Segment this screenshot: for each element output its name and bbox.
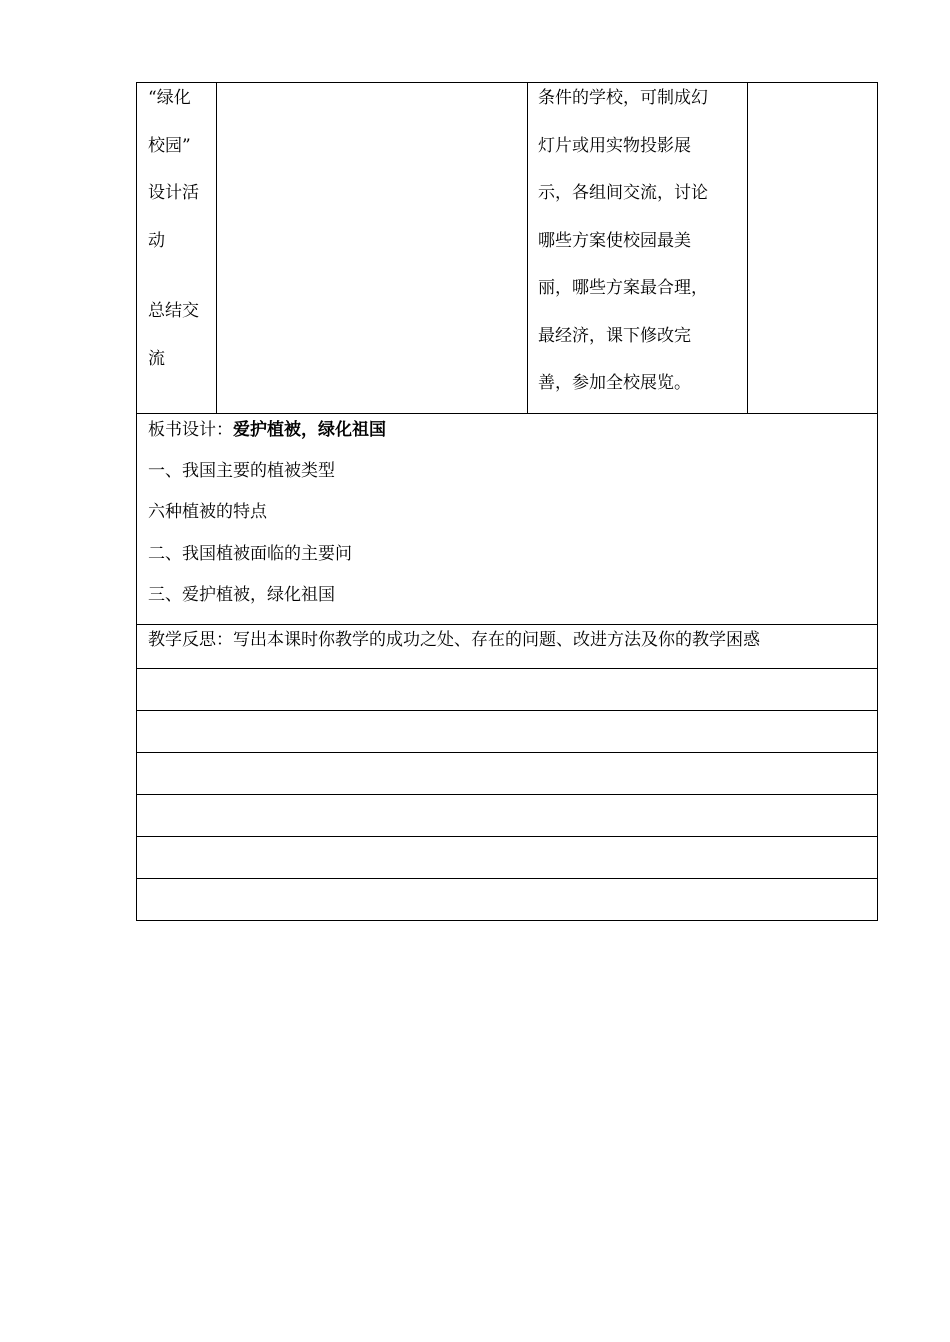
board-design-section [136, 414, 878, 625]
reflection-blank-row [136, 711, 878, 753]
reflection-blank-row [136, 795, 878, 837]
activity-name-line: 校园” [148, 136, 191, 156]
activity-name-line: 动 [148, 231, 165, 251]
design-intent-cell [748, 83, 877, 413]
activity-name-line: 设计活 [148, 183, 199, 203]
student-activity-line: 善，参加全校展览。 [538, 373, 691, 393]
activity-name-cell [137, 83, 217, 413]
reflection-blank-row [136, 879, 878, 921]
student-activity-line: 条件的学校，可制成幻 [538, 88, 708, 108]
activity-name-line: 总结交 [148, 301, 199, 321]
board-design-title: 爱护植被，绿化祖国 [233, 420, 386, 440]
student-activity-line: 示，各组间交流，讨论 [538, 183, 708, 203]
board-design-item: 一、我国主要的植被类型 [148, 461, 335, 481]
board-design-item: 六种植被的特点 [148, 502, 267, 522]
student-activity-line: 丽，哪些方案最合理， [538, 278, 708, 298]
student-activity-line: 最经济，课下修改完 [538, 326, 691, 346]
activity-name-line: 流 [148, 349, 165, 369]
student-activity-cell [528, 83, 748, 413]
reflection-heading: 教学反思：写出本课时你教学的成功之处、存在的问题、改进方法及你的教学困惑 [148, 630, 760, 650]
reflection-blank-row [136, 669, 878, 711]
activity-name-line: “绿化 [148, 88, 191, 108]
board-design-item: 三、爱护植被，绿化祖国 [148, 585, 335, 605]
reflection-blank-row [136, 753, 878, 795]
board-design-item: 二、我国植被面临的主要问 [148, 544, 352, 564]
reflection-heading-row [136, 625, 878, 669]
student-activity-line: 灯片或用实物投影展 [538, 136, 691, 156]
board-design-label: 板书设计： [148, 420, 233, 440]
activity-row [136, 82, 878, 414]
student-activity-line: 哪些方案使校园最美 [538, 231, 691, 251]
board-design-heading [148, 420, 386, 440]
reflection-blank-row [136, 837, 878, 879]
teacher-activity-cell [217, 83, 528, 413]
lesson-plan-sheet [136, 82, 878, 921]
